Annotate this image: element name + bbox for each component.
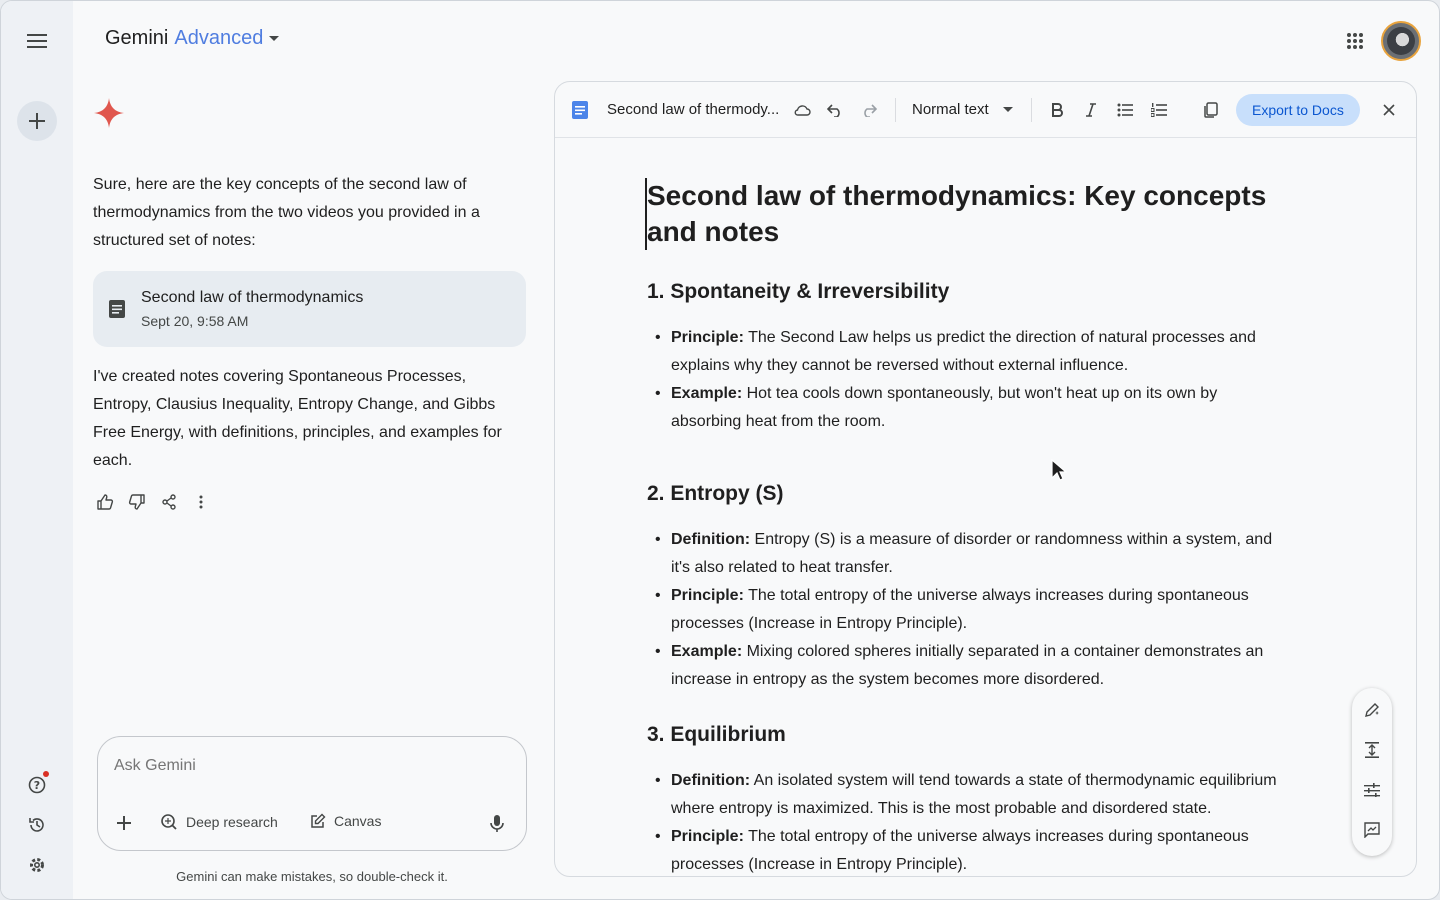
undo-button[interactable] xyxy=(827,98,843,122)
bullet-text: The total entropy of the universe always increases during spontaneous processes (Increase in Entropy Principle). xyxy=(671,587,1249,632)
copy-icon xyxy=(1203,102,1219,118)
settings-button[interactable] xyxy=(17,845,57,885)
new-chat-button[interactable] xyxy=(17,101,57,141)
share-button[interactable] xyxy=(157,489,181,515)
list-item xyxy=(647,638,1287,694)
bulleted-list-button[interactable] xyxy=(1115,98,1135,122)
undo-icon xyxy=(827,103,843,117)
document-body[interactable] xyxy=(647,178,1287,877)
list-item xyxy=(647,526,1287,582)
section-heading: 1. Spontaneity & Irreversibility xyxy=(647,280,950,303)
document-title: Second law of thermodynamics: Key concepts and notes xyxy=(645,178,1287,250)
section-heading: 3. Equilibrium xyxy=(647,723,786,746)
bullet-label: Principle: xyxy=(671,329,744,346)
bullet-text: The total entropy of the universe always increases during spontaneous processes (Increase in Entropy Principle). xyxy=(671,828,1249,873)
brand-label: Gemini xyxy=(105,27,169,49)
list-item xyxy=(647,380,1287,436)
caret-down-icon xyxy=(269,36,279,42)
docs-file-button[interactable] xyxy=(571,98,589,122)
bullet-text: The Second Law helps us predict the direction of natural processes and explains why they cannot be reversed without external influence. xyxy=(671,329,1256,374)
thumbs-down-icon xyxy=(128,493,146,511)
canvas-toolbar xyxy=(555,82,1416,138)
bullet-text: Entropy (S) is a measure of disorder or randomness within a system, and it's also related to heat transfer. xyxy=(671,531,1273,576)
model-switcher[interactable] xyxy=(105,27,279,50)
adjust-style-button[interactable] xyxy=(1360,778,1384,802)
disclaimer: Gemini can make mistakes, so double-check it. xyxy=(176,869,448,884)
canvas-button[interactable] xyxy=(310,813,381,829)
pencil-sparkle-icon xyxy=(1364,702,1380,718)
thumbs-up-button[interactable] xyxy=(93,489,117,515)
text-style-dropdown[interactable] xyxy=(912,101,1013,118)
bullet-label: Principle: xyxy=(671,587,744,604)
length-icon xyxy=(1365,742,1379,758)
edit-tools-palette xyxy=(1352,688,1392,856)
bulleted-list-icon xyxy=(1117,103,1133,117)
close-icon xyxy=(1383,104,1395,116)
help-button[interactable] xyxy=(17,765,57,805)
italic-button[interactable] xyxy=(1081,98,1101,122)
microphone-icon[interactable] xyxy=(490,815,504,833)
list-item xyxy=(647,823,1287,877)
canvas-edit-icon xyxy=(310,813,326,829)
list-item xyxy=(647,324,1287,380)
toolbar-divider xyxy=(895,98,896,122)
cloud-status xyxy=(793,98,811,122)
avatar-image xyxy=(1387,27,1415,55)
deep-research-label: Deep research xyxy=(186,814,278,830)
prompt-box xyxy=(97,736,527,851)
help-icon xyxy=(28,776,46,794)
bullet-list xyxy=(647,324,1287,436)
bullet-label: Principle: xyxy=(671,828,744,845)
list-item xyxy=(647,582,1287,638)
avatar[interactable] xyxy=(1381,21,1421,61)
thumbs-up-icon xyxy=(96,493,114,511)
copy-button[interactable] xyxy=(1201,98,1221,122)
thumbs-down-button[interactable] xyxy=(125,489,149,515)
mouse-pointer-icon xyxy=(1051,459,1067,483)
menu-button[interactable] xyxy=(17,21,57,61)
section-heading: 2. Entropy (S) xyxy=(647,482,784,505)
feedback-icon xyxy=(1364,822,1380,838)
response-summary: I've created notes covering Spontaneous Processes, Entropy, Clausius Inequality, Entropy Change, and Gibbs Free Energy, with definitions, principles, and examples for each. xyxy=(93,368,502,469)
deep-research-icon xyxy=(160,813,178,831)
add-feedback-button[interactable] xyxy=(1360,818,1384,842)
bullet-label: Definition: xyxy=(671,772,751,789)
prompt-input[interactable] xyxy=(114,757,474,775)
text-style-label: Normal text xyxy=(912,101,989,118)
toolbar-divider xyxy=(1031,98,1032,122)
menu-icon xyxy=(27,34,47,48)
close-canvas-button[interactable] xyxy=(1379,98,1399,122)
tune-icon xyxy=(1364,783,1380,797)
canvas-doc-title[interactable]: Second law of thermody... xyxy=(607,101,780,118)
response-actions xyxy=(93,489,213,515)
numbered-list-button[interactable] xyxy=(1149,98,1169,122)
cloud-icon xyxy=(793,103,811,117)
side-rail xyxy=(1,1,73,900)
add-attachment-icon[interactable] xyxy=(116,815,132,831)
bullet-label: Example: xyxy=(671,385,743,402)
response-intro: Sure, here are the key concepts of the second law of thermodynamics from the two videos you provided in a structured set of notes: xyxy=(93,176,480,249)
bullet-label: Definition: xyxy=(671,531,751,548)
edit-suggestion-button[interactable] xyxy=(1360,698,1384,722)
bold-button[interactable] xyxy=(1047,98,1067,122)
card-title: Second law of thermodynamics xyxy=(141,289,364,306)
bullet-text: Mixing colored spheres initially separated in a container demonstrates an increase in entropy as the system becomes more disordered. xyxy=(671,643,1264,688)
caret-down-icon xyxy=(1003,107,1013,113)
bullet-text: Hot tea cools down spontaneously, but won't heat up on its own by absorbing heat from the room. xyxy=(671,385,1218,430)
deep-research-button[interactable] xyxy=(160,813,278,831)
list-item xyxy=(647,767,1287,823)
docs-file-icon xyxy=(571,100,589,120)
apps-button[interactable] xyxy=(1339,25,1371,57)
more-vertical-icon xyxy=(199,495,203,509)
gear-icon xyxy=(28,856,46,874)
italic-icon xyxy=(1085,103,1097,117)
document-icon xyxy=(107,299,127,319)
redo-icon xyxy=(861,103,877,117)
gemini-spark-icon xyxy=(93,97,125,129)
svg-text:?: ? xyxy=(33,779,41,792)
activity-button[interactable] xyxy=(17,805,57,845)
bullet-label: Example: xyxy=(671,643,743,660)
card-date: Sept 20, 9:58 AM xyxy=(141,313,249,329)
bullet-text: An isolated system will tend towards a state of thermodynamic equilibrium where entropy is maximized. This is the most probable and disordered state. xyxy=(671,772,1277,817)
document-card[interactable] xyxy=(93,271,526,347)
notification-dot xyxy=(43,771,49,777)
bold-icon xyxy=(1051,103,1063,117)
redo-button[interactable] xyxy=(861,98,877,122)
tier-label: Advanced xyxy=(174,27,264,49)
bullet-list xyxy=(647,526,1287,694)
numbered-list-icon xyxy=(1151,103,1167,117)
export-to-docs-button[interactable]: Export to Docs xyxy=(1236,94,1360,126)
history-icon xyxy=(28,816,46,834)
plus-icon xyxy=(29,113,45,129)
more-options-button[interactable] xyxy=(189,489,213,515)
bullet-list xyxy=(647,767,1287,877)
canvas-panel xyxy=(554,81,1417,877)
canvas-label: Canvas xyxy=(334,813,382,829)
adjust-length-button[interactable] xyxy=(1360,738,1384,762)
apps-grid-icon xyxy=(1346,32,1364,50)
share-icon xyxy=(161,494,177,510)
